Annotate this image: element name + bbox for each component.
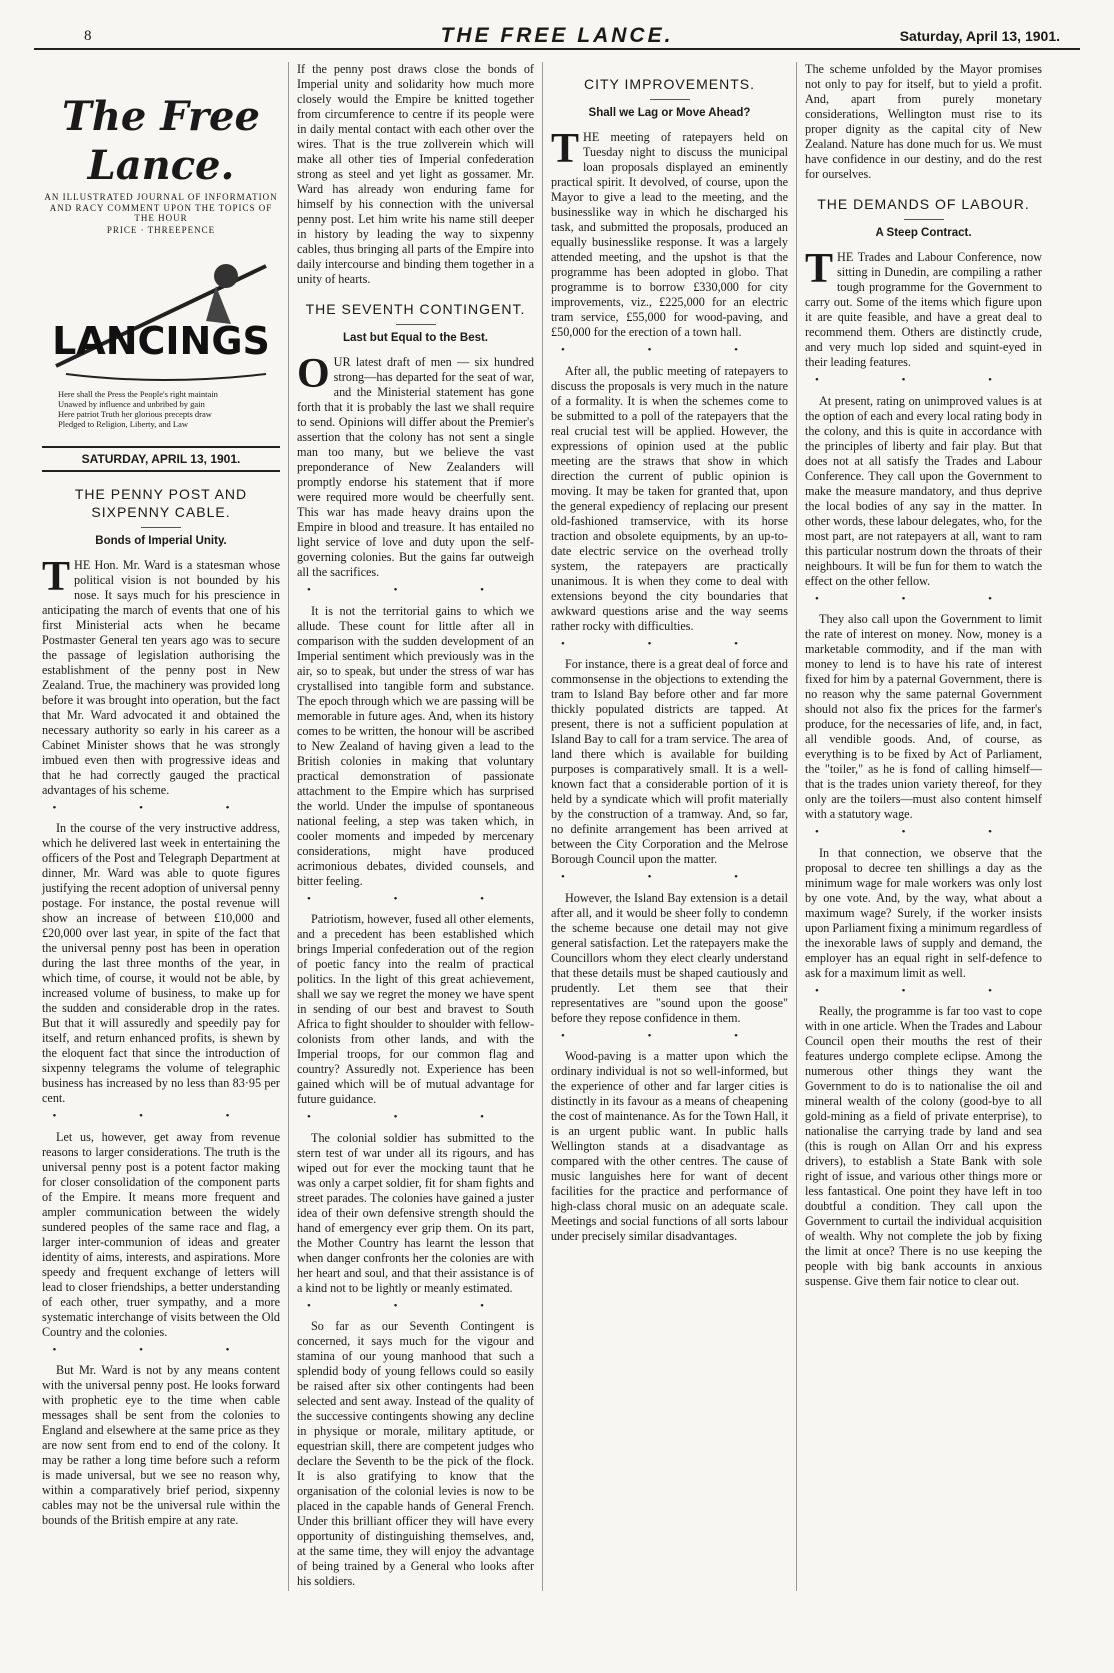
drop-cap: T	[805, 246, 834, 293]
article-paragraph: It is not the territorial gains to which we allude. These count for little after all in comparison with the sudden development of an Imperial sentiment which previously was in the air, so to speak, but under the stress of war has crystallised into tangible form and substance. The epoch through which we are passing will be memorable in future ages. And, when its history comes to be written, the honour will be ascribed to New Zealand of having given a lead to the British colonies in making that voluntary practical demonstration of passionate attachment to the Empire which has surprised the world. Under the impulse of spontaneous national feeling, a step was taken which, in cooler moments and impeded by mercenary considerations, might have produced acrimonious debates, divided counsels, and bitter feeling.	[297, 603, 534, 888]
column-3	[542, 62, 796, 1591]
article-title: THE PENNY POST AND SIXPENNY CABLE.	[74, 486, 248, 520]
article-paragraph: OUR latest draft of men — six hundred strong—has departed for the seat of war, and the Ministerial statement has gone forth that it is probably the last we shall require to send. Opinions will differ about the Premier's assertion that the colony has not sent a single man too many, but we believe the vast preponderance of New Zealanders will promptly endorse his statement that if more were required more would be cheerfully sent. This war has made heavy drains upon the Empire in blood and treasure. It has entailed no light service of love and duty upon the self-governing colonies. But the gains far outweigh all the sacrifices.	[297, 351, 534, 580]
page-number: 8	[84, 28, 92, 44]
drop-cap: T	[42, 553, 71, 600]
separator: • • •	[560, 1029, 779, 1042]
masthead	[42, 92, 280, 472]
article-paragraph: The colonial soldier has submitted to the stern test of war under all its rigours, and has wiped out for ever the mocking taunt that he was only a carpet soldier, fit for sham fights and street parades. The colonies have gained a juster idea of their own defensive strength should the hand of emergency ever grip them. On its part, the Mother Country has learnt the lesson that when danger confronts her the colonies are with her heart and soul, and that their assistance is of a kind not to be lightly or meanly estimated.	[297, 1130, 534, 1295]
separator: • • •	[814, 592, 1033, 605]
column-2	[288, 62, 542, 1591]
separator: • • •	[814, 984, 1033, 997]
separator: • • •	[814, 826, 1033, 839]
masthead-price: PRICE · THREEPENCE	[106, 225, 216, 236]
article-paragraph: Let us, however, get away from revenue reasons to larger considerations. The truth is the universal penny post is a potent factor making for closer consolidation of the component parts of the Empire. It means more frequent and ampler communication between the widely sundered peoples of the same race and flag, a larger inter-communion of ideas and greater identity of aims, interests, and aspirations. More speedy and frequent exchange of letters will lead to closer friendships, a better understanding of each other, truer sympathy, and a more systematic interchange of visits between the Old Country and the colonies.	[42, 1129, 280, 1339]
article-title: THE DEMANDS OF LABOUR.	[817, 196, 1030, 212]
article-paragraph: THE Hon. Mr. Ward is a statesman whose political vision is not bounded by his nose. It says much for his prescience in anticipating the march of events that one of his first Ministerial acts when he became Postmaster General ten years ago was to secure the passage of legislation authorising the establishment of the penny post in New Zealand. True, the machinery was provided long before it was brought into operation, but the fact that Mr. Ward advocated it and obtained the necessary authority so early in his career as a Cabinet Minister shows that he was strongly imbued even then with progressive ideas and that he had correctly gauged the practical advantages of his scheme.	[42, 553, 280, 797]
article-paragraph: THE meeting of ratepayers held on Tuesday night to discuss the municipal loan proposals displayed an eminently practical spirit. It devolved, of course, upon the Mayor to give a lead to the meeting, and the businesslike way in which he discharged his task, and submitted the proposals, produced an equally businesslike response. It was a largely attended meeting, and the upshot is that the programme has been adopted in globo. That programme is to borrow £330,000 for city improvements, viz., £225,000 for an electric tram service, £55,000 for wood-paving, and £50,000 for the erection of a town hall.	[551, 126, 788, 340]
separator: • • •	[52, 1110, 270, 1123]
separator: • • •	[52, 801, 270, 814]
issue-date: Saturday, April 13, 1901.	[899, 28, 1060, 44]
separator: • • •	[306, 892, 525, 905]
separator: • • •	[560, 344, 779, 357]
separator: • • •	[306, 1299, 525, 1312]
article-subtitle: Bonds of Imperial Unity.	[95, 534, 227, 547]
article-paragraph: After all, the public meeting of ratepayers to discuss the proposals is very much in the nature of a formality. It is when the schemes come to be submitted to a poll of the ratepayers that the real crucial test will be applied. However, the expressions of opinion used at the public meeting are the straws that show in which direction the current of public opinion is moving. It may be taken for granted that, upon the general expediency of replacing our present old-fashioned tramservice, with its horse traction and obsolete equipments, by an up-to-date electric service on the overhead trolly system, the ratepayers are practically unanimous. It is when they come to deal with extensions beyond the city boundaries that awkward questions arise and the way seems rather rocky with difficulties.	[551, 363, 788, 633]
masthead-motto: Here shall the Press the People's right maintain Unawed by influence and unbribed by gain Here patriot Truth her glorious precepts draw Pledged to Religion, Liberty, and Law	[58, 389, 218, 429]
article-paragraph: Patriotism, however, fused all other elements, and a precedent has been established which brings Imperial confederation out of the region of poetic fancy into the realm of practical politics. In the light of this great achievement, shall we say we regret the money we have spent in sending of our best and bravest to South Africa to fight shoulder to shoulder with fellow-colonists from other lands, and with the Imperial troops, for our common flag and country? Assuredly not. Experience has been gained which will be of mutual advantage for future guidance.	[297, 912, 534, 1107]
article-title: CITY IMPROVEMENTS.	[584, 76, 755, 92]
article-paragraph: THE Trades and Labour Conference, now sitting in Dunedin, are compiling a rather tough programme for the Government to carry out. Some of the items which figure upon it are quite feasible, and have a great deal to recommend them. Others are distinctly crude, and very much lop sided and squint-eyed in their leading features.	[805, 246, 1042, 370]
separator: • • •	[814, 374, 1033, 387]
separator: • • •	[560, 637, 779, 650]
article-title: THE SEVENTH CONTINGENT.	[305, 301, 526, 317]
masthead-dateline: SATURDAY, APRIL 13, 1901.	[42, 446, 280, 473]
drop-cap: T	[551, 126, 580, 173]
page-header	[34, 18, 1080, 50]
article-paragraph: But Mr. Ward is not by any means content with the universal penny post. He looks forward with prophetic eye to the time when cable messages shall be sent from the colonies to England and elsewhere at the same price as they are now sent from end to end of the colony. It may be rather a long time before such a reform is made universal, but we see no reason why, within a comparatively brief period, sixpenny cables may not be the universal rule within the bounds of the British empire at any rate.	[42, 1363, 280, 1528]
article-paragraph: In the course of the very instructive address, which he delivered last week in entertaining the officers of the Post and Telegraph Department at dinner, Mr. Ward was able to quote figures justifying the recent adoption of universal penny postage. For instance, the postal revenue will show an increase of between £10,000 and £20,000 over last year, in spite of the fact that the universal penny post has been in operation during the last three months of the year, in which time, of course, it would not be able, by increased volume of business, to make up for the sudden and considerable drop in the rates. But that it will assuredly and speedily pay for itself, and return enhanced profits, is shewn by the eloquent fact that since the introduction of sixpenny telegrams the volume of telegraphic business has increased by no less than 83·95 per cent.	[42, 821, 280, 1106]
lancings-illustration	[46, 246, 276, 386]
separator: • • •	[306, 1111, 525, 1124]
article-paragraph: So far as our Seventh Contingent is concerned, it says much for the vigour and stamina of our young manhood that such a splendid body of young fellows could so easily be raised after six other contingents had been selected and sent away. Instead of the quality of the successive contingents showing any decline in physique or morale, military aptitude, or equestrian skill, there are competent judges who declare the Seventh to be the pick of the flock. It is also gratifying to know that the organisation of the colonial levies is now to be placed in the capable hands of General French. Under this brilliant officer they will have every opportunity of distinguishing themselves, and, at the same time, they will enjoy the advantage of being trained by a General who looks after his soldiers.	[297, 1319, 534, 1589]
separator: • • •	[560, 871, 779, 884]
masthead-subtitle: AN ILLUSTRATED JOURNAL OF INFORMATION AND RACY COMMENT UPON THE TOPICS OF THE HOUR	[44, 192, 278, 224]
article-subtitle: Shall we Lag or Move Ahead?	[588, 107, 751, 120]
article-paragraph: They also call upon the Government to limit the rate of interest on money. Now, money is a marketable commodity, and if the man with money to lend is to have his rate of interest fixed for him by a paternal Government, there is no reason why the same paternal Government should not also fix the prices for the farmer's produce, for the necessaries of life, and, in fact, all vendible goods. And, of course, as everything is to be fixed by Act of Parliament, the "toiler," as he is fond of calling himself—that is the trades union variety thereof, for they only are the toilers—must also content himself with a statutory wage.	[805, 612, 1042, 822]
article-paragraph: Really, the programme is far too vast to cope with in one article. When the Trades and Labour Council open their mouths the rest of their features undergo complete eclipse. Among the numerous other things they want the Government to do is to nationalise the oil and mineral wealth of the colony (good-bye to all gold-mining as a field of private enterprise), to nationalise the carrying trade by land and sea (this is rough on Allan Orr and his express drivers), to establish a State Bank with sole right of issue, and various other things more or less fantastical. One point they have left in too doubtful a condition. They call upon the Government to curtail the individual acquisition of wealth. Why not complete the job by fixing the limit at once? There is no use keeping the people with big bank accounts in anxious suspense. Give them fair notice to clear out.	[805, 1004, 1042, 1289]
separator: • • •	[52, 1343, 270, 1356]
article-paragraph: The scheme unfolded by the Mayor promises not only to pay for itself, but to yield a profit. And, apart from purely monetary considerations, Wellington must rise to its proper dignity as the capital city of New Zealand. Nature has done much for us. We must have confidence in our destiny, and do the rest for ourselves.	[805, 62, 1042, 181]
separator: • • •	[306, 584, 525, 597]
article-paragraph: At present, rating on unimproved values is at the option of each and every local rating body in the colony, and this is quite in accordance with the principles of liberty and fair play. But that does not at all satisfy the Trades and Labour Conference. They call upon the Government to make the measure mandatory, and thus deprive the local bodies of any say in the matter. In other words, these labour delegates, who, for the most part, are not ratepayers at all, want to ram this particular nostrum down the throats of their neighbours. It will be fun for them to watch the effect on the other fellow.	[805, 393, 1042, 588]
column-1	[34, 62, 288, 1591]
article-subtitle: Last but Equal to the Best.	[342, 332, 489, 345]
article-paragraph: In that connection, we observe that the proposal to decree ten shillings a day as the minimum wage for male workers was only lost by one vote. And, by the way, what about a maximum wage? Surely, if the worker insists upon Parliament fixing a minimum regardless of the inexorable laws of supply and demand, the employer has an equal right in self-defence to ask for a maximum limit as well.	[805, 845, 1042, 980]
free-lance-logo: The Free Lance.	[62, 93, 260, 190]
drop-cap: O	[297, 351, 330, 398]
article-paragraph: If the penny post draws close the bonds of Imperial unity and solidarity how much more closely would the Empire be knitted together from circumference to centre if its people were in daily mental contact with each other over the wires. That is the true zollverein which will make all other ties of Imperial confederation strong as steel and yet light as gossamer. Mr. Ward has already won enduring fame for himself by his connection with the universal penny post. Let him write his name still deeper in history by leading the way to sixpenny cables, thus bringing all parts of the Empire into daily intercourse and binding them together in a unity of hearts.	[297, 62, 534, 286]
paper-title: THE FREE LANCE.	[440, 24, 674, 47]
column-4	[796, 62, 1050, 1591]
lancings-title: LANCINGS	[52, 319, 270, 364]
article-paragraph: For instance, there is a great deal of force and commonsense in the objections to extending the tram to Island Bay before other and far more thickly populated districts are tapped. At present, there is not a sufficient population at Island Bay to call for a tram service. The area of land there which is available for building purposes is comparatively small. It is a well-known fact that a considerable portion of it is held by a syndicate which will profit materially by the construction of a tramway. And, so far, no definite arrangement has been arrived at between the City Corporation and the Melrose Borough Council upon the matter.	[551, 657, 788, 867]
article-subtitle: A Steep Contract.	[875, 227, 972, 240]
article-paragraph: However, the Island Bay extension is a detail after all, and it would be sheer folly to condemn the scheme because one detail may not give general satisfaction. Let the ratepayers make the Councillors whom they elect clearly understand that these details must be shaped cautiously and prudently. Let them see that their representatives are "sound upon the goose" before they repose confidence in them.	[551, 890, 788, 1025]
article-paragraph: Wood-paving is a matter upon which the ordinary individual is not so well-informed, but the experience of other and far larger cities is distinctly in its favour as a means of cheapening the cost of maintenance. As for the Town Hall, it is an urgent public want. In public halls Wellington stands at a disadvantage as compared with the other centres. The cause of music languishes here for want of decent facilities for the practice and performance of high-class choral music on an adequate scale. Meetings and social functions of all sorts labour under precisely similar disadvantages.	[551, 1049, 788, 1244]
